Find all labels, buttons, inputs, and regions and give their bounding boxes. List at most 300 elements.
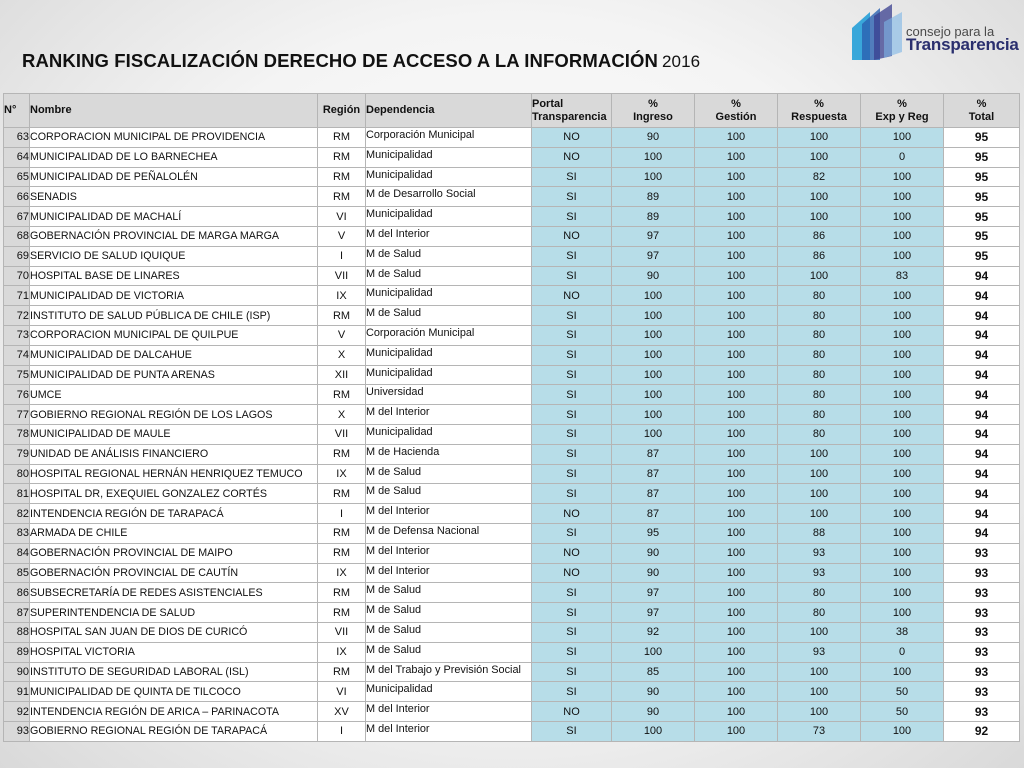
row-respuesta: 100 [778, 187, 861, 207]
row-ingreso: 97 [612, 583, 695, 603]
table-row [4, 523, 1020, 543]
row-exp-reg: 83 [861, 266, 944, 286]
row-nombre: SENADIS [30, 187, 318, 207]
row-nombre: MUNICIPALIDAD DE MACHALÍ [30, 207, 318, 227]
row-respuesta: 73 [778, 721, 861, 741]
row-dependencia: M de Salud [366, 583, 532, 603]
row-portal: SI [532, 484, 612, 504]
row-region: X [318, 345, 366, 365]
row-dependencia: M de Salud [366, 484, 532, 504]
row-exp-reg: 100 [861, 523, 944, 543]
row-region: RM [318, 662, 366, 682]
row-dependencia: M de Salud [366, 603, 532, 623]
row-total: 93 [944, 603, 1020, 623]
row-number: 79 [4, 444, 30, 464]
row-number: 87 [4, 603, 30, 623]
table-row [4, 345, 1020, 365]
row-ingreso: 100 [612, 721, 695, 741]
row-respuesta: 80 [778, 424, 861, 444]
row-gestion: 100 [695, 444, 778, 464]
row-exp-reg: 100 [861, 167, 944, 187]
row-region: IX [318, 286, 366, 306]
row-total: 94 [944, 444, 1020, 464]
row-total: 95 [944, 167, 1020, 187]
table-row [4, 504, 1020, 524]
row-region: VI [318, 682, 366, 702]
row-region: RM [318, 167, 366, 187]
row-total: 94 [944, 345, 1020, 365]
row-number: 86 [4, 583, 30, 603]
col-header-dependencia: Dependencia [366, 94, 532, 128]
row-gestion: 100 [695, 306, 778, 326]
row-number: 75 [4, 365, 30, 385]
row-portal: NO [532, 286, 612, 306]
row-portal: SI [532, 385, 612, 405]
row-respuesta: 88 [778, 523, 861, 543]
row-number: 69 [4, 246, 30, 266]
row-ingreso: 97 [612, 226, 695, 246]
row-number: 65 [4, 167, 30, 187]
row-dependencia: M de Salud [366, 464, 532, 484]
row-number: 80 [4, 464, 30, 484]
table-row [4, 167, 1020, 187]
row-portal: SI [532, 464, 612, 484]
row-nombre: UNIDAD DE ANÁLISIS FINANCIERO [30, 444, 318, 464]
row-portal: SI [532, 207, 612, 227]
row-total: 93 [944, 702, 1020, 722]
row-respuesta: 80 [778, 325, 861, 345]
row-nombre: SUBSECRETARÍA DE REDES ASISTENCIALES [30, 583, 318, 603]
row-portal: SI [532, 682, 612, 702]
row-respuesta: 100 [778, 207, 861, 227]
row-respuesta: 100 [778, 128, 861, 148]
row-ingreso: 87 [612, 504, 695, 524]
table-row [4, 325, 1020, 345]
row-nombre: UMCE [30, 385, 318, 405]
row-respuesta: 80 [778, 405, 861, 425]
row-exp-reg: 100 [861, 504, 944, 524]
col-header-portal-line1: Portal [532, 97, 564, 110]
row-respuesta: 100 [778, 484, 861, 504]
row-exp-reg: 0 [861, 642, 944, 662]
row-number: 82 [4, 504, 30, 524]
col-header-gestion [695, 94, 778, 128]
row-portal: SI [532, 603, 612, 623]
row-nombre: SERVICIO DE SALUD IQUIQUE [30, 246, 318, 266]
row-ingreso: 87 [612, 464, 695, 484]
row-region: RM [318, 543, 366, 563]
table-row [4, 147, 1020, 167]
row-portal: SI [532, 325, 612, 345]
col-header-gestion-line1: % [731, 97, 741, 110]
row-dependencia: Corporación Municipal [366, 128, 532, 148]
row-gestion: 100 [695, 424, 778, 444]
row-portal: SI [532, 306, 612, 326]
row-total: 93 [944, 543, 1020, 563]
row-region: I [318, 246, 366, 266]
row-gestion: 100 [695, 583, 778, 603]
row-exp-reg: 100 [861, 246, 944, 266]
row-respuesta: 80 [778, 286, 861, 306]
row-ingreso: 95 [612, 523, 695, 543]
col-header-exp-line1: % [897, 97, 907, 110]
logo-line-1: consejo para la [906, 24, 995, 39]
row-exp-reg: 100 [861, 365, 944, 385]
table-row [4, 682, 1020, 702]
row-gestion: 100 [695, 345, 778, 365]
row-region: RM [318, 128, 366, 148]
row-gestion: 100 [695, 642, 778, 662]
row-portal: NO [532, 702, 612, 722]
row-region: VII [318, 424, 366, 444]
row-region: RM [318, 484, 366, 504]
row-number: 72 [4, 306, 30, 326]
row-portal: SI [532, 365, 612, 385]
row-number: 85 [4, 563, 30, 583]
row-number: 93 [4, 721, 30, 741]
row-dependencia: Municipalidad [366, 286, 532, 306]
col-header-total [944, 94, 1020, 128]
row-respuesta: 80 [778, 385, 861, 405]
row-exp-reg: 100 [861, 484, 944, 504]
row-total: 94 [944, 286, 1020, 306]
row-region: VII [318, 266, 366, 286]
row-total: 94 [944, 484, 1020, 504]
row-gestion: 100 [695, 266, 778, 286]
row-number: 84 [4, 543, 30, 563]
table-row [4, 424, 1020, 444]
table-row [4, 286, 1020, 306]
row-ingreso: 100 [612, 365, 695, 385]
row-respuesta: 100 [778, 622, 861, 642]
row-ingreso: 100 [612, 424, 695, 444]
row-exp-reg: 100 [861, 385, 944, 405]
row-respuesta: 100 [778, 266, 861, 286]
row-respuesta: 93 [778, 543, 861, 563]
row-dependencia: M del Interior [366, 504, 532, 524]
table-row [4, 702, 1020, 722]
row-nombre: HOSPITAL SAN JUAN DE DIOS DE CURICÓ [30, 622, 318, 642]
table-row [4, 642, 1020, 662]
row-nombre: CORPORACION MUNICIPAL DE PROVIDENCIA [30, 128, 318, 148]
row-dependencia: M del Interior [366, 563, 532, 583]
row-gestion: 100 [695, 128, 778, 148]
row-exp-reg: 100 [861, 464, 944, 484]
row-gestion: 100 [695, 464, 778, 484]
row-number: 76 [4, 385, 30, 405]
row-dependencia: Municipalidad [366, 365, 532, 385]
row-exp-reg: 100 [861, 128, 944, 148]
row-total: 94 [944, 523, 1020, 543]
row-respuesta: 93 [778, 642, 861, 662]
row-ingreso: 87 [612, 484, 695, 504]
row-number: 68 [4, 226, 30, 246]
row-nombre: MUNICIPALIDAD DE QUINTA DE TILCOCO [30, 682, 318, 702]
row-number: 71 [4, 286, 30, 306]
row-number: 81 [4, 484, 30, 504]
row-nombre: HOSPITAL DR, EXEQUIEL GONZALEZ CORTÉS [30, 484, 318, 504]
row-gestion: 100 [695, 563, 778, 583]
row-dependencia: Municipalidad [366, 167, 532, 187]
row-ingreso: 97 [612, 246, 695, 266]
row-exp-reg: 38 [861, 622, 944, 642]
row-number: 83 [4, 523, 30, 543]
row-exp-reg: 100 [861, 325, 944, 345]
row-ingreso: 92 [612, 622, 695, 642]
row-nombre: MUNICIPALIDAD DE VICTORIA [30, 286, 318, 306]
row-respuesta: 80 [778, 603, 861, 623]
table-row [4, 385, 1020, 405]
row-ingreso: 97 [612, 603, 695, 623]
row-total: 93 [944, 563, 1020, 583]
row-total: 94 [944, 424, 1020, 444]
row-dependencia: M del Interior [366, 226, 532, 246]
row-nombre: INTENDENCIA REGIÓN DE TARAPACÁ [30, 504, 318, 524]
row-portal: SI [532, 266, 612, 286]
row-gestion: 100 [695, 603, 778, 623]
logo-line-2: Transparencia [906, 35, 1019, 54]
row-region: I [318, 504, 366, 524]
row-total: 94 [944, 365, 1020, 385]
row-region: V [318, 226, 366, 246]
row-dependencia: Municipalidad [366, 207, 532, 227]
row-exp-reg: 100 [861, 662, 944, 682]
table-row [4, 365, 1020, 385]
row-ingreso: 90 [612, 128, 695, 148]
row-gestion: 100 [695, 504, 778, 524]
table-row [4, 128, 1020, 148]
table-row [4, 583, 1020, 603]
row-region: XV [318, 702, 366, 722]
row-portal: SI [532, 187, 612, 207]
row-portal: SI [532, 246, 612, 266]
row-ingreso: 100 [612, 642, 695, 662]
row-portal: SI [532, 523, 612, 543]
row-number: 73 [4, 325, 30, 345]
row-exp-reg: 100 [861, 405, 944, 425]
row-gestion: 100 [695, 484, 778, 504]
row-gestion: 100 [695, 702, 778, 722]
row-dependencia: Municipalidad [366, 345, 532, 365]
row-region: I [318, 721, 366, 741]
row-dependencia: M de Desarrollo Social [366, 187, 532, 207]
row-gestion: 100 [695, 187, 778, 207]
row-number: 88 [4, 622, 30, 642]
row-exp-reg: 100 [861, 306, 944, 326]
col-header-total-line2: Total [968, 110, 995, 123]
row-respuesta: 93 [778, 563, 861, 583]
row-ingreso: 100 [612, 405, 695, 425]
row-respuesta: 100 [778, 147, 861, 167]
row-respuesta: 80 [778, 583, 861, 603]
col-header-exp-line2: Exp y Reg [875, 110, 929, 123]
table-row [4, 464, 1020, 484]
row-exp-reg: 100 [861, 226, 944, 246]
row-ingreso: 85 [612, 662, 695, 682]
table-body [4, 128, 1020, 742]
row-nombre: GOBERNACIÓN PROVINCIAL DE MAIPO [30, 543, 318, 563]
row-ingreso: 100 [612, 325, 695, 345]
row-ingreso: 100 [612, 147, 695, 167]
col-header-respuesta-line1: % [814, 97, 824, 110]
row-nombre: INSTITUTO DE SALUD PÚBLICA DE CHILE (ISP) [30, 306, 318, 326]
row-nombre: GOBERNACIÓN PROVINCIAL DE CAUTÍN [30, 563, 318, 583]
row-exp-reg: 100 [861, 721, 944, 741]
row-region: RM [318, 523, 366, 543]
row-portal: NO [532, 563, 612, 583]
row-dependencia: M de Salud [366, 642, 532, 662]
row-respuesta: 82 [778, 167, 861, 187]
row-total: 95 [944, 246, 1020, 266]
row-nombre: HOSPITAL BASE DE LINARES [30, 266, 318, 286]
row-number: 92 [4, 702, 30, 722]
row-gestion: 100 [695, 405, 778, 425]
row-dependencia: M de Salud [366, 622, 532, 642]
row-number: 66 [4, 187, 30, 207]
row-ingreso: 100 [612, 286, 695, 306]
col-header-ingreso-line2: Ingreso [633, 110, 673, 123]
row-nombre: MUNICIPALIDAD DE MAULE [30, 424, 318, 444]
col-header-respuesta [778, 94, 861, 128]
row-number: 67 [4, 207, 30, 227]
col-header-respuesta-line2: Respuesta [791, 110, 847, 123]
row-total: 92 [944, 721, 1020, 741]
row-portal: SI [532, 345, 612, 365]
row-portal: NO [532, 128, 612, 148]
table-row [4, 543, 1020, 563]
table-row [4, 662, 1020, 682]
row-nombre: ARMADA DE CHILE [30, 523, 318, 543]
row-nombre: INSTITUTO DE SEGURIDAD LABORAL (ISL) [30, 662, 318, 682]
row-total: 95 [944, 207, 1020, 227]
row-exp-reg: 100 [861, 424, 944, 444]
row-ingreso: 90 [612, 682, 695, 702]
row-respuesta: 100 [778, 682, 861, 702]
row-dependencia: M de Salud [366, 246, 532, 266]
row-total: 94 [944, 266, 1020, 286]
row-ingreso: 90 [612, 543, 695, 563]
row-exp-reg: 100 [861, 207, 944, 227]
row-exp-reg: 100 [861, 543, 944, 563]
row-gestion: 100 [695, 721, 778, 741]
row-ingreso: 90 [612, 563, 695, 583]
row-exp-reg: 100 [861, 345, 944, 365]
row-nombre: HOSPITAL REGIONAL HERNÁN HENRIQUEZ TEMUCO [30, 464, 318, 484]
row-portal: SI [532, 167, 612, 187]
row-portal: NO [532, 147, 612, 167]
row-total: 95 [944, 226, 1020, 246]
row-gestion: 100 [695, 207, 778, 227]
row-gestion: 100 [695, 682, 778, 702]
table-row [4, 207, 1020, 227]
row-region: RM [318, 583, 366, 603]
row-dependencia: M de Salud [366, 306, 532, 326]
row-respuesta: 100 [778, 464, 861, 484]
row-region: X [318, 405, 366, 425]
row-nombre: GOBERNACIÓN PROVINCIAL DE MARGA MARGA [30, 226, 318, 246]
row-region: VII [318, 622, 366, 642]
row-region: RM [318, 385, 366, 405]
row-exp-reg: 100 [861, 286, 944, 306]
row-total: 94 [944, 306, 1020, 326]
row-portal: SI [532, 642, 612, 662]
row-nombre: GOBIERNO REGIONAL REGIÓN DE LOS LAGOS [30, 405, 318, 425]
row-gestion: 100 [695, 365, 778, 385]
row-nombre: CORPORACION MUNICIPAL DE QUILPUE [30, 325, 318, 345]
row-gestion: 100 [695, 286, 778, 306]
row-total: 93 [944, 682, 1020, 702]
table-row [4, 266, 1020, 286]
table-row [4, 226, 1020, 246]
ranking-table [3, 93, 1020, 742]
title-main: RANKING FISCALIZACIÓN DERECHO DE ACCESO A LA INFORMACIÓN [22, 50, 658, 71]
row-number: 78 [4, 424, 30, 444]
page-title [22, 50, 700, 72]
row-nombre: GOBIERNO REGIONAL REGIÓN DE TARAPACÁ [30, 721, 318, 741]
row-region: XII [318, 365, 366, 385]
row-region: RM [318, 603, 366, 623]
row-portal: SI [532, 721, 612, 741]
row-ingreso: 87 [612, 444, 695, 464]
row-region: IX [318, 642, 366, 662]
row-exp-reg: 50 [861, 702, 944, 722]
row-gestion: 100 [695, 226, 778, 246]
row-respuesta: 100 [778, 662, 861, 682]
col-header-gestion-line2: Gestión [715, 110, 757, 123]
row-respuesta: 80 [778, 306, 861, 326]
row-portal: SI [532, 405, 612, 425]
row-portal: SI [532, 444, 612, 464]
row-ingreso: 100 [612, 385, 695, 405]
row-nombre: MUNICIPALIDAD DE PUNTA ARENAS [30, 365, 318, 385]
row-number: 90 [4, 662, 30, 682]
row-gestion: 100 [695, 385, 778, 405]
logo [848, 2, 1020, 64]
row-total: 94 [944, 385, 1020, 405]
row-nombre: INTENDENCIA REGIÓN DE ARICA – PARINACOTA [30, 702, 318, 722]
col-header-portal-line2: Transparencia [532, 110, 607, 123]
row-portal: NO [532, 226, 612, 246]
table-row [4, 603, 1020, 623]
col-header-total-line1: % [976, 97, 987, 110]
row-dependencia: Universidad [366, 385, 532, 405]
col-header-n: N° [4, 94, 30, 128]
row-dependencia: M del Interior [366, 405, 532, 425]
row-dependencia: Municipalidad [366, 682, 532, 702]
row-dependencia: M de Hacienda [366, 444, 532, 464]
row-respuesta: 86 [778, 226, 861, 246]
table-row [4, 563, 1020, 583]
row-respuesta: 80 [778, 365, 861, 385]
row-total: 95 [944, 128, 1020, 148]
table-row [4, 484, 1020, 504]
row-dependencia: M de Salud [366, 266, 532, 286]
title-year: 2016 [661, 52, 701, 71]
col-header-portal [532, 94, 612, 128]
row-nombre: HOSPITAL VICTORIA [30, 642, 318, 662]
row-ingreso: 90 [612, 702, 695, 722]
table-row [4, 187, 1020, 207]
row-portal: SI [532, 583, 612, 603]
row-dependencia: Municipalidad [366, 147, 532, 167]
row-gestion: 100 [695, 325, 778, 345]
row-exp-reg: 100 [861, 603, 944, 623]
table-row [4, 246, 1020, 266]
row-respuesta: 100 [778, 444, 861, 464]
row-dependencia: M del Interior [366, 721, 532, 741]
row-total: 94 [944, 464, 1020, 484]
row-portal: SI [532, 424, 612, 444]
